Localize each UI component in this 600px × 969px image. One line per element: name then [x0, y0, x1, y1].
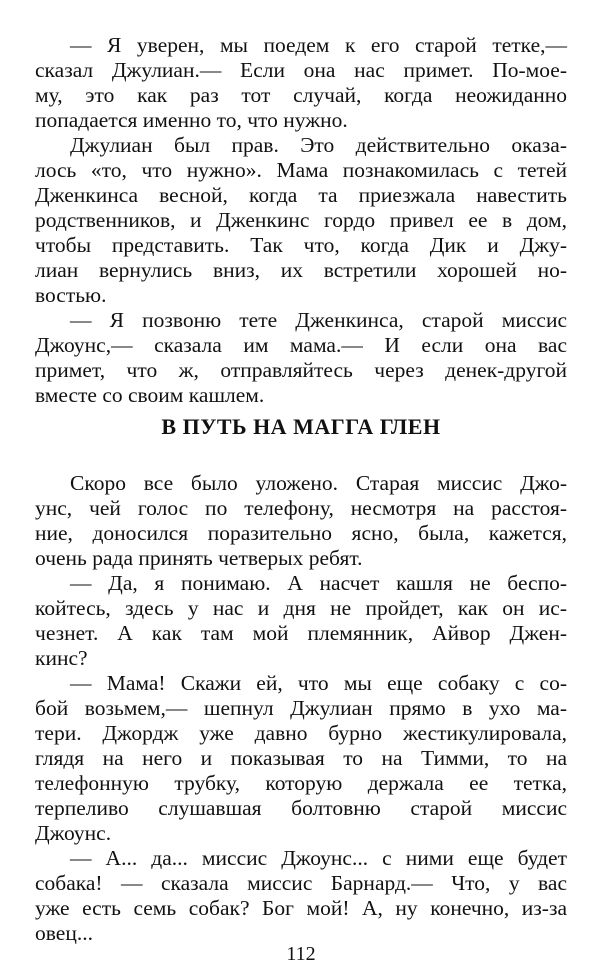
section-heading: В ПУТЬ НА МАГГА ГЛЕН [161, 414, 441, 439]
text-line: Дженкинса весной, когда та приезжала навестить [35, 183, 567, 207]
text-line: унс, чей голос по телефону, несмотря на расстоя- [35, 496, 567, 520]
text-line: Джулиан был прав. Это действительно оказа- [70, 133, 567, 157]
text-line: му, это как раз тот случай, когда неожиданно [35, 83, 567, 107]
text-line: сказал Джулиан.— Если она нас примет. По-мое- [35, 58, 567, 82]
text-line: — Да, я понимаю. А насчет кашля не беспо- [70, 571, 567, 595]
text-line: — А... да... миссис Джоунс... с ними еще будет [70, 846, 567, 870]
text-line: чтобы представить. Так что, когда Дик и Джу- [35, 233, 567, 257]
text-line: Скоро все было уложено. Старая миссис Джо- [70, 471, 567, 495]
text-line: Джоунс,— сказала им мама.— И если она вас [35, 333, 567, 357]
text-line: глядя на него и показывая то на Тимми, то на [35, 746, 567, 770]
text-line: Джоунс. [35, 821, 112, 845]
text-line: ние, доносился поразительно ясно, была, кажется, [35, 521, 567, 545]
text-line: родственников, и Дженкинс гордо привел ее в дом, [35, 208, 567, 232]
text-line: попадается именно то, что нужно. [35, 108, 348, 132]
text-line: тери. Джордж уже давно бурно жестикулировала, [35, 721, 567, 745]
page-number: 112 [286, 943, 316, 965]
text-line: — Я уверен, мы поедем к его старой тетке,— [70, 33, 567, 57]
text-line: примет, что ж, отправляйтесь через денек-другой [35, 358, 567, 382]
text-line: собака! — сказала миссис Барнард.— Что, у вас [35, 871, 567, 895]
text-line: телефонную трубку, которую держала ее тетка, [35, 771, 567, 795]
text-line: чезнет. А как там мой племянник, Айвор Джен- [35, 621, 567, 645]
book-page [35, 0, 567, 969]
text-line: овец... [35, 921, 93, 945]
text-line: — Мама! Скажи ей, что мы еще собаку с со- [70, 671, 567, 695]
text-line: кинс? [35, 646, 88, 670]
text-line: бой возьмем,— шепнул Джулиан прямо в ухо ма- [35, 696, 567, 720]
text-line: уже есть семь собак? Бог мой! А, ну конечно, из-за [35, 896, 567, 920]
text-line: койтесь, здесь у нас и дня не пройдет, как он ис- [35, 596, 567, 620]
text-line: — Я позвоню тете Дженкинса, старой миссис [70, 308, 567, 332]
text-line: лось «то, что нужно». Мама познакомилась с тетей [35, 158, 567, 182]
text-line: терпеливо слушавшая болтовню старой миссис [35, 796, 567, 820]
text-line: вместе со своим кашлем. [35, 383, 265, 407]
text-line: лиан вернулись вниз, их встретили хорошей но- [35, 258, 567, 282]
text-line: востью. [35, 283, 107, 307]
text-line: очень рада принять четверых ребят. [35, 546, 363, 570]
